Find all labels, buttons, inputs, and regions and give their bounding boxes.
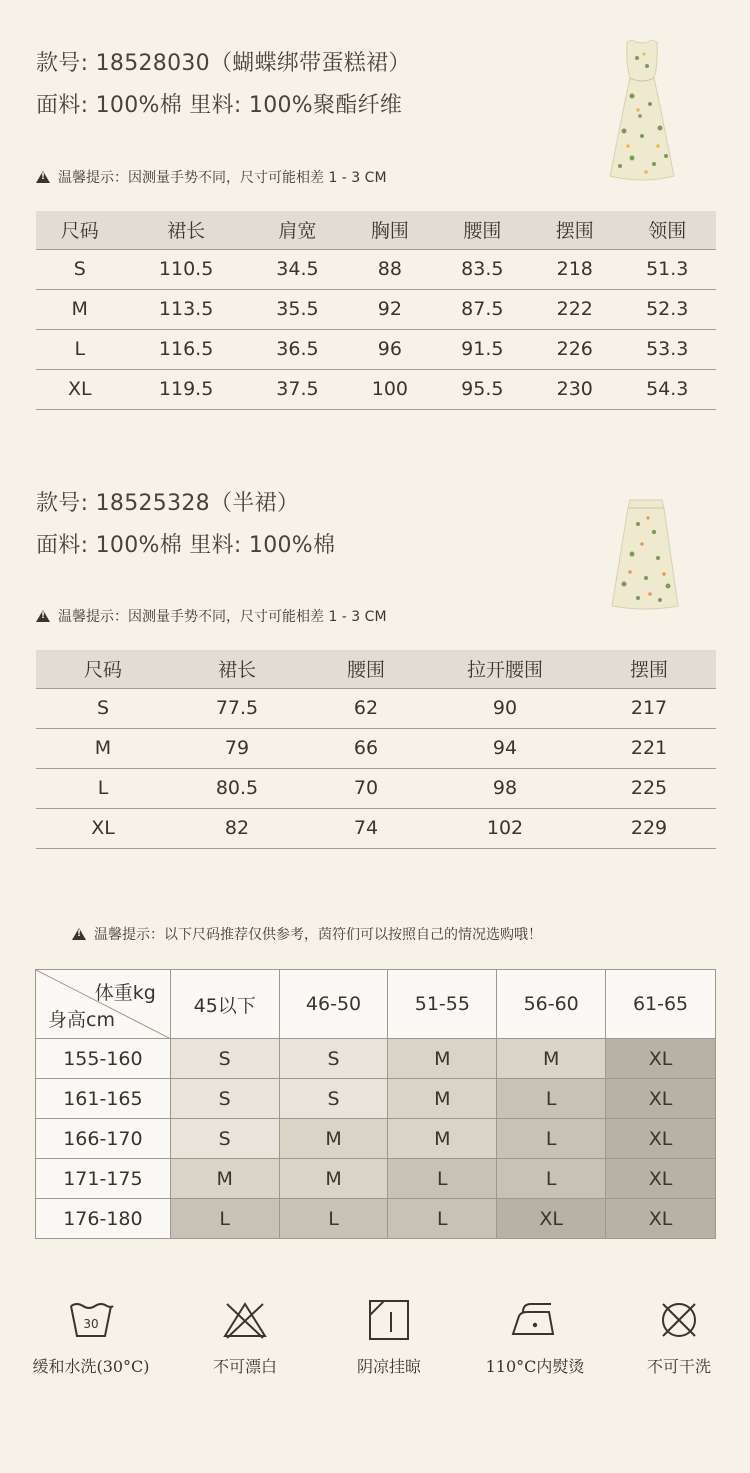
table-cell: S [36, 249, 124, 289]
table-cell: 92 [346, 289, 434, 329]
table-cell: 52.3 [619, 289, 716, 329]
height-range-cell: 166-170 [36, 1119, 171, 1159]
iron-110-icon [509, 1300, 561, 1340]
table-row [36, 1199, 716, 1239]
table-header: 摆围 [582, 650, 716, 688]
wash-temperature-text: 30 [83, 1317, 99, 1331]
table-cell: 87.5 [434, 289, 531, 329]
table-row [36, 808, 716, 848]
table-header: 尺码 [36, 211, 124, 249]
recommended-size-cell: L [497, 1079, 606, 1119]
warning-icon [36, 610, 50, 622]
no-dry-clean-icon [655, 1300, 703, 1340]
product1-style-line: 款号: 18528030（蝴蝶绑带蛋糕裙） [36, 51, 411, 76]
table-cell: 66 [304, 728, 428, 768]
warning-icon [72, 928, 86, 940]
recommended-size-cell: XL [606, 1199, 716, 1239]
table-cell: M [36, 728, 170, 768]
table-header-row [36, 970, 716, 1039]
height-range-cell: 176-180 [36, 1199, 171, 1239]
recommended-size-cell: L [170, 1199, 279, 1239]
care-label: 阴凉挂晾 [356, 1357, 421, 1376]
care-no-dry-clean [614, 1300, 744, 1377]
no-bleach-icon [221, 1300, 269, 1340]
care-no-bleach [180, 1300, 310, 1377]
table-row [36, 1039, 716, 1079]
weight-label: 体重kg [94, 982, 156, 1004]
table-header: 拉开腰围 [428, 650, 582, 688]
recommended-size-cell: M [388, 1039, 497, 1079]
height-range-cell: 155-160 [36, 1039, 171, 1079]
weight-header: 46-50 [279, 970, 388, 1039]
care-label: 缓和水洗(30°C) [32, 1357, 150, 1376]
table-row [36, 728, 716, 768]
table-header: 尺码 [36, 650, 170, 688]
recommended-size-cell: S [279, 1079, 388, 1119]
table-cell: M [36, 289, 124, 329]
recommended-size-cell: S [170, 1119, 279, 1159]
table-cell: 74 [304, 808, 428, 848]
skirt-image [608, 496, 684, 612]
care-label: 110°C内熨烫 [485, 1357, 585, 1376]
table-cell: 98 [428, 768, 582, 808]
table-header: 肩宽 [249, 211, 346, 249]
height-range-cell: 161-165 [36, 1079, 171, 1119]
table-row [36, 369, 716, 409]
weight-header: 61-65 [606, 970, 716, 1039]
table-cell: L [36, 768, 170, 808]
recommended-size-cell: S [170, 1079, 279, 1119]
recommendation-warning-text: 温馨提示：以下尺码推荐仅供参考，茵符们可以按照自己的情况选购哦！ [94, 927, 542, 943]
table-cell: 217 [582, 688, 716, 728]
recommended-size-cell: L [497, 1159, 606, 1199]
table-cell: 51.3 [619, 249, 716, 289]
recommended-size-cell: M [279, 1159, 388, 1199]
table-cell: 225 [582, 768, 716, 808]
table-cell: 218 [531, 249, 619, 289]
table-header-row [36, 650, 716, 688]
table-cell: 95.5 [434, 369, 531, 409]
table-cell: 91.5 [434, 329, 531, 369]
product2-size-table [36, 650, 716, 849]
dress-image [602, 36, 682, 186]
table-cell: 70 [304, 768, 428, 808]
table-cell: 54.3 [619, 369, 716, 409]
recommended-size-cell: XL [606, 1119, 716, 1159]
table-header: 裙长 [124, 211, 249, 249]
table-cell: 100 [346, 369, 434, 409]
recommended-size-cell: M [279, 1119, 388, 1159]
care-label: 不可干洗 [646, 1357, 711, 1376]
table-cell: 80.5 [170, 768, 304, 808]
table-row [36, 688, 716, 728]
weight-header: 51-55 [388, 970, 497, 1039]
table-cell: 35.5 [249, 289, 346, 329]
table-cell: 88 [346, 249, 434, 289]
weight-header: 45以下 [170, 970, 279, 1039]
care-shade-dry [324, 1300, 454, 1377]
size-recommendation-table [35, 969, 716, 1239]
care-wash-30 [26, 1300, 156, 1377]
table-cell: 102 [428, 808, 582, 848]
product1-warning-text: 温馨提示：因测量手势不同，尺寸可能相差 1 - 3 CM [58, 170, 387, 186]
table-cell: XL [36, 808, 170, 848]
table-header: 腰围 [434, 211, 531, 249]
height-range-cell: 171-175 [36, 1159, 171, 1199]
table-header: 裙长 [170, 650, 304, 688]
wash-30-icon [67, 1300, 115, 1340]
recommended-size-cell: L [497, 1119, 606, 1159]
table-row [36, 289, 716, 329]
table-row [36, 329, 716, 369]
recommended-size-cell: XL [606, 1039, 716, 1079]
warning-icon [36, 171, 50, 183]
table-cell: 229 [582, 808, 716, 848]
product2-warning [36, 606, 387, 626]
product1-fabric-line: 面料: 100%棉 里料: 100%聚酯纤维 [36, 93, 403, 118]
table-cell: 62 [304, 688, 428, 728]
recommended-size-cell: L [279, 1199, 388, 1239]
recommended-size-cell: L [388, 1159, 497, 1199]
recommended-size-cell: M [497, 1039, 606, 1079]
care-label: 不可漂白 [212, 1357, 277, 1376]
table-cell: 36.5 [249, 329, 346, 369]
table-cell: 116.5 [124, 329, 249, 369]
table-cell: 53.3 [619, 329, 716, 369]
table-cell: 96 [346, 329, 434, 369]
table-row [36, 1079, 716, 1119]
table-header: 领围 [619, 211, 716, 249]
product1-warning [36, 167, 387, 187]
table-row [36, 1119, 716, 1159]
recommendation-warning [72, 924, 542, 944]
table-cell: 79 [170, 728, 304, 768]
table-row [36, 249, 716, 289]
table-row [36, 1159, 716, 1199]
product2-fabric-line: 面料: 100%棉 里料: 100%棉 [36, 533, 336, 558]
height-label: 身高cm [48, 1009, 115, 1031]
table-cell: 83.5 [434, 249, 531, 289]
table-cell: S [36, 688, 170, 728]
table-header-row [36, 211, 716, 249]
recommended-size-cell: S [170, 1039, 279, 1079]
table-cell: 221 [582, 728, 716, 768]
shade-dry-icon [365, 1300, 413, 1340]
product1-size-table [36, 211, 716, 410]
table-header: 腰围 [304, 650, 428, 688]
table-cell: 34.5 [249, 249, 346, 289]
care-iron-110 [470, 1300, 600, 1377]
table-cell: L [36, 329, 124, 369]
product2-warning-text: 温馨提示：因测量手势不同，尺寸可能相差 1 - 3 CM [58, 609, 387, 625]
recommended-size-cell: XL [606, 1159, 716, 1199]
table-cell: 77.5 [170, 688, 304, 728]
recommended-size-cell: XL [497, 1199, 606, 1239]
recommended-size-cell: L [388, 1199, 497, 1239]
table-cell: XL [36, 369, 124, 409]
table-cell: 110.5 [124, 249, 249, 289]
table-cell: 222 [531, 289, 619, 329]
recommended-size-cell: M [388, 1079, 497, 1119]
table-cell: 230 [531, 369, 619, 409]
table-row [36, 768, 716, 808]
table-header: 摆围 [531, 211, 619, 249]
table-header: 胸围 [346, 211, 434, 249]
weight-height-header [36, 970, 171, 1039]
table-cell: 82 [170, 808, 304, 848]
weight-header: 56-60 [497, 970, 606, 1039]
product2-style-line: 款号: 18525328（半裙） [36, 491, 300, 516]
table-cell: 226 [531, 329, 619, 369]
table-cell: 90 [428, 688, 582, 728]
recommended-size-cell: S [279, 1039, 388, 1079]
recommended-size-cell: M [388, 1119, 497, 1159]
table-cell: 119.5 [124, 369, 249, 409]
table-cell: 113.5 [124, 289, 249, 329]
table-cell: 94 [428, 728, 582, 768]
recommended-size-cell: M [170, 1159, 279, 1199]
recommended-size-cell: XL [606, 1079, 716, 1119]
table-cell: 37.5 [249, 369, 346, 409]
